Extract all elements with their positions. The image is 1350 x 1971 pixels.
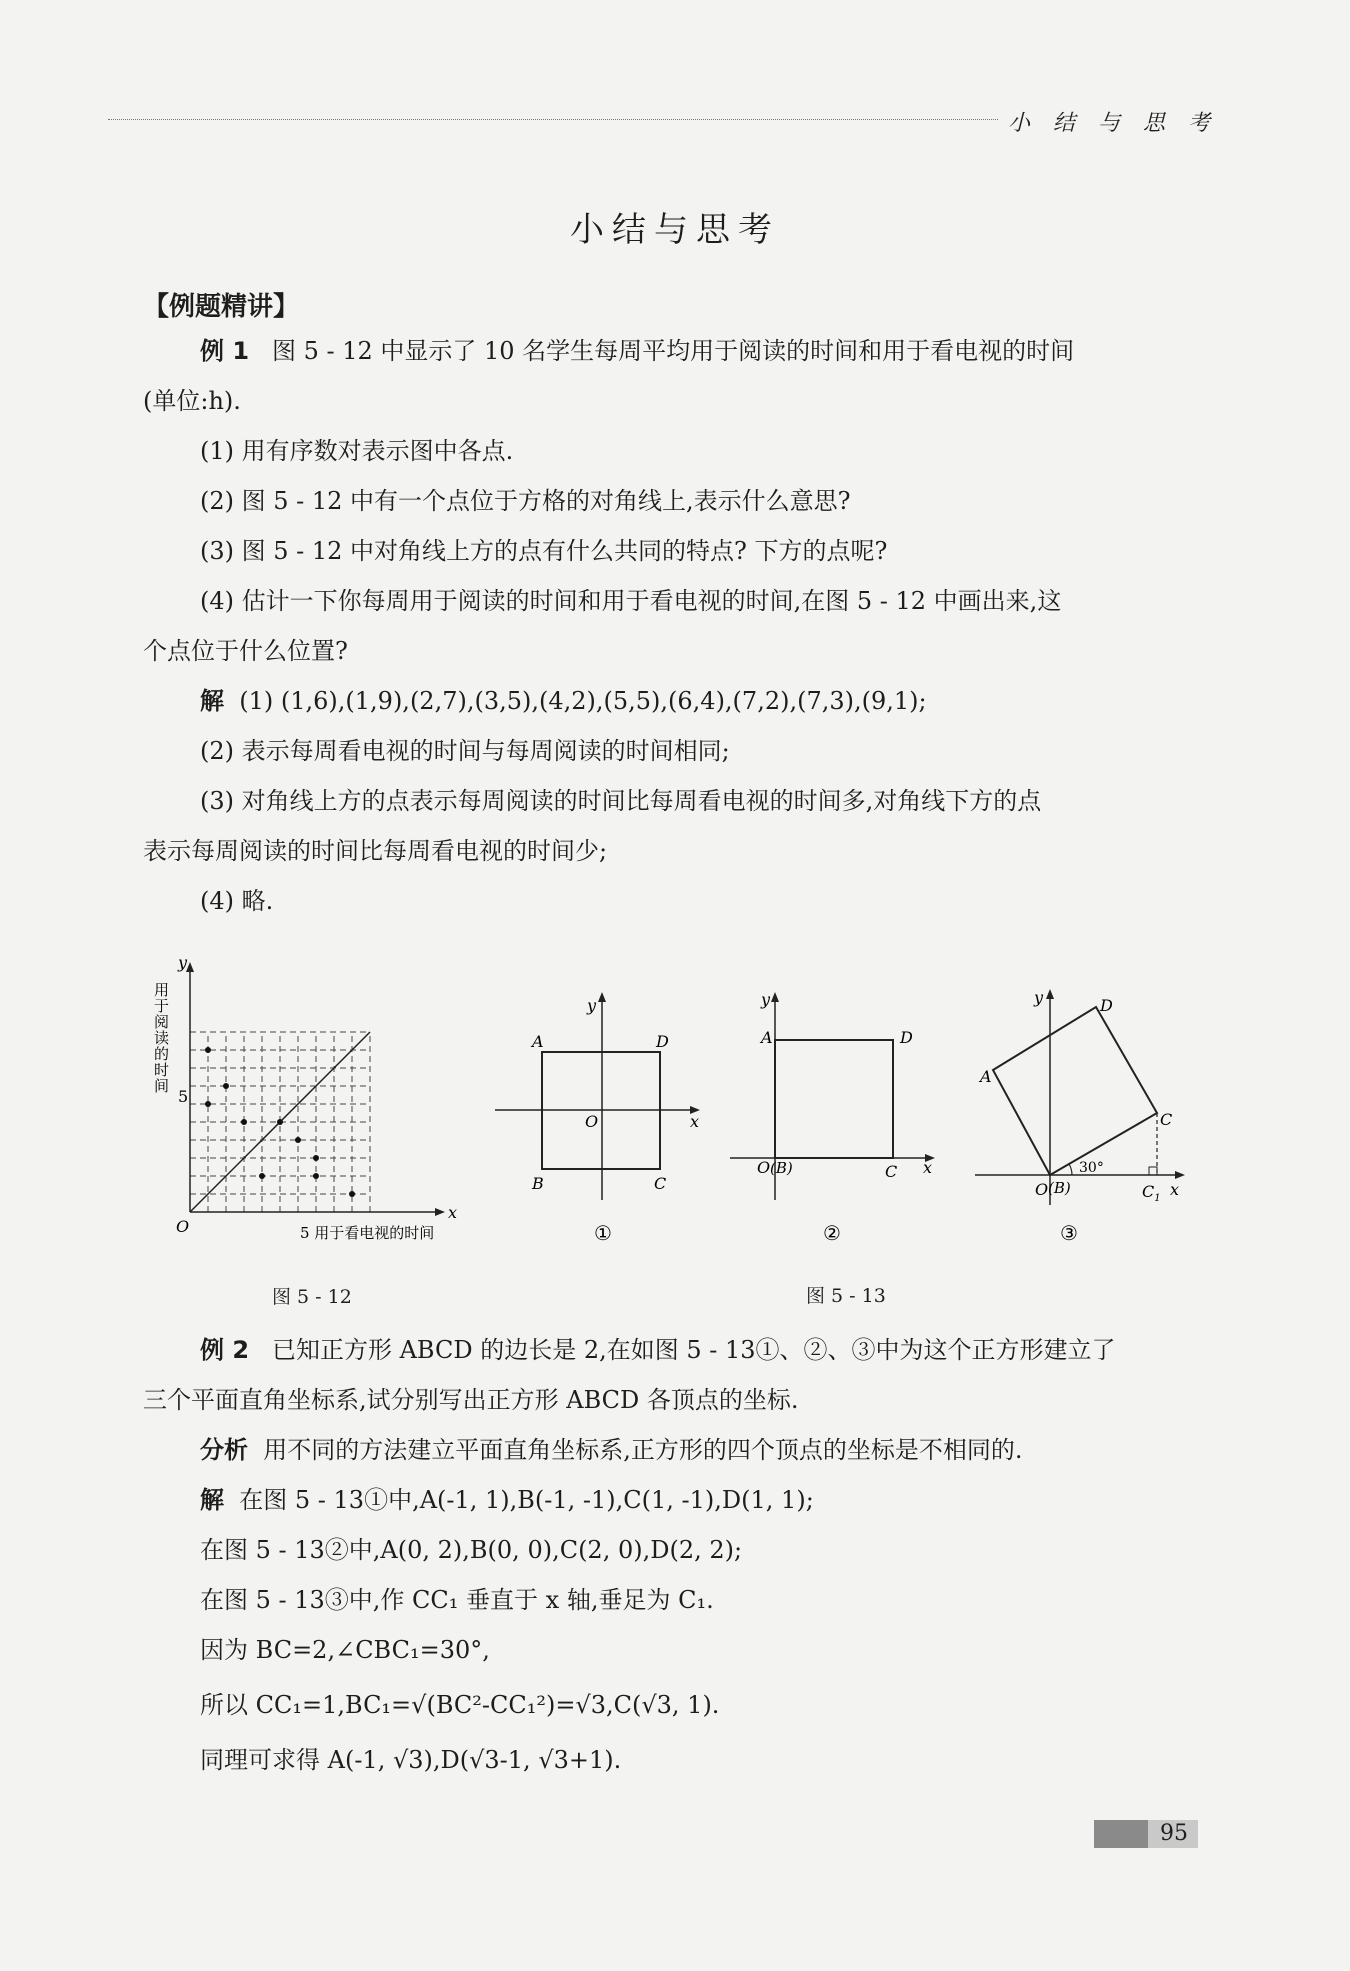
y-letter: y [761, 990, 771, 1009]
figure-5-13-caption: 图 5 - 13 [806, 1285, 886, 1307]
rotated-square-abcd [993, 1007, 1157, 1175]
example2-text-line1: 已知正方形 ABCD 的边长是 2,在如图 5 - 13①、②、③中为这个正方形建立了 [271, 1336, 1116, 1364]
y-axis-label: 用于阅读的时间 [152, 982, 170, 1094]
section-heading: 【例题精讲】 [143, 292, 300, 322]
vertex-c: C [654, 1174, 667, 1193]
example2-analysis-label: 分析 [200, 1436, 248, 1464]
vertex-a: A [532, 1032, 544, 1051]
header-rule [108, 119, 998, 120]
y-letter: y [1034, 988, 1044, 1007]
example1-line1 [200, 334, 1074, 368]
example2-label: 例 2 [200, 1336, 250, 1364]
example1-question2: (2) 图 5 - 12 中有一个点位于方格的对角线上,表示什么意思? [200, 487, 851, 515]
example1-question1: (1) 用有序数对表示图中各点. [200, 437, 514, 465]
origin-label: O [1035, 1180, 1049, 1199]
data-point [313, 1155, 319, 1161]
y-letter: y [587, 996, 597, 1015]
example2-solution-line1 [200, 1483, 814, 1517]
vertex-a: A [980, 1067, 992, 1086]
example2-solution-label: 解 [200, 1486, 224, 1514]
example2-solution3: 在图 5 - 13③中,作 CC₁ 垂直于 x 轴,垂足为 C₁. [200, 1586, 714, 1614]
angle-label: 30° [1079, 1160, 1104, 1176]
header-section-label: 小 结 与 思 考 [1008, 111, 1218, 136]
figure-5-13-2 [725, 985, 945, 1245]
x-axis-arrow [1175, 1171, 1185, 1179]
y-axis-arrow [771, 992, 779, 1002]
vertex-c: C [1160, 1110, 1173, 1129]
page-title: 小结与思考 [570, 210, 780, 250]
sub-figure-label-1: ① [594, 1221, 612, 1245]
example2-solution5: 所以 CC₁=1,BC₁=√(BC²-CC₁²)=√3,C(√3, 1). [200, 1691, 720, 1719]
figure-5-13-1 [490, 985, 710, 1245]
x-axis-letter: x [448, 1203, 458, 1222]
example2-text-line2: 三个平面直角坐标系,试分别写出正方形 ABCD 各顶点的坐标. [143, 1386, 799, 1414]
data-point [205, 1101, 211, 1107]
origin-b-label: (B) [770, 1159, 793, 1177]
example1-text-line2: (单位:h). [143, 387, 241, 415]
x-axis-arrow [435, 1208, 445, 1216]
figure-5-12-caption: 图 5 - 12 [272, 1286, 352, 1308]
example1-question3: (3) 图 5 - 12 中对角线上方的点有什么共同的特点? 下方的点呢? [200, 537, 888, 565]
example1-question4-line2: 个点位于什么位置? [143, 637, 348, 665]
vertex-d: D [900, 1028, 913, 1047]
figure-5-12 [140, 950, 480, 1260]
origin-label: O [757, 1158, 771, 1177]
example1-text-line1: 图 5 - 12 中显示了 10 名学生每周平均用于阅读的时间和用于看电视的时间 [271, 337, 1075, 365]
example1-answer2: (2) 表示每周看电视的时间与每周阅读的时间相同; [200, 737, 730, 765]
example1-question4-line1: (4) 估计一下你每周用于阅读的时间和用于看电视的时间,在图 5 - 12 中画出来,这 [200, 587, 1062, 615]
data-point [349, 1191, 355, 1197]
vertex-a: A [761, 1028, 773, 1047]
example2-solution6: 同理可求得 A(-1, √3),D(√3-1, √3+1). [200, 1746, 622, 1774]
example1-answer4: (4) 略. [200, 887, 274, 915]
vertex-d: D [656, 1032, 669, 1051]
vertex-d: D [1100, 996, 1113, 1015]
example1-solution-label: 解 [200, 687, 224, 715]
y-axis-arrow [1046, 989, 1054, 999]
vertex-b: B [532, 1174, 544, 1193]
example2-solution4: 因为 BC=2,∠CBC₁=30°, [200, 1636, 490, 1664]
y-axis-letter: y [178, 953, 188, 972]
y-tick-5: 5 [178, 1087, 189, 1106]
data-point [223, 1083, 229, 1089]
vertex-c: C [885, 1162, 898, 1181]
data-point [241, 1119, 247, 1125]
example2-line1 [200, 1333, 1116, 1367]
point-c1 [1142, 1182, 1161, 1204]
example1-answer1: (1) (1,6),(1,9),(2,7),(3,5),(4,2),(5,5),(6,4),(7,2),(7,3),(9,1); [239, 687, 927, 715]
example1-answer3-line2: 表示每周阅读的时间比每周看电视的时间少; [143, 837, 608, 865]
point-c1-letter: C [1142, 1182, 1155, 1201]
x-axis-label: 5 用于看电视的时间 [300, 1224, 435, 1242]
x-letter: x [1170, 1180, 1180, 1199]
example2-analysis-line [200, 1433, 1023, 1467]
y-axis-arrow [186, 962, 194, 972]
data-point [313, 1173, 319, 1179]
example2-analysis: 用不同的方法建立平面直角坐标系,正方形的四个顶点的坐标是不相同的. [263, 1436, 1023, 1464]
x-letter: x [923, 1158, 933, 1177]
point-c1-subscript: 1 [1154, 1193, 1161, 1204]
origin-b-label: (B) [1048, 1179, 1071, 1197]
figure-5-13-3 [960, 975, 1210, 1245]
data-point [205, 1047, 211, 1053]
example1-label: 例 1 [200, 337, 250, 365]
example1-answer3-line1: (3) 对角线上方的点表示每周阅读的时间比每周看电视的时间多,对角线下方的点 [200, 787, 1042, 815]
sub-figure-label-2: ② [823, 1221, 841, 1245]
square-abcd [775, 1040, 893, 1158]
data-point [295, 1137, 301, 1143]
origin-label: O [585, 1112, 599, 1131]
origin-label: O [176, 1217, 190, 1236]
angle-arc [1069, 1164, 1072, 1175]
example2-solution1: 在图 5 - 13①中,A(-1, 1),B(-1, -1),C(1, -1),D(1, 1); [239, 1486, 814, 1514]
y-axis-arrow [598, 992, 606, 1002]
sub-figure-label-3: ③ [1060, 1221, 1078, 1245]
data-point [259, 1173, 265, 1179]
data-point [277, 1119, 283, 1125]
page-number: 95 [1160, 1821, 1188, 1846]
example1-answer1-line [200, 684, 927, 718]
right-angle-mark [1149, 1167, 1157, 1175]
x-letter: x [690, 1112, 700, 1131]
example2-solution2: 在图 5 - 13②中,A(0, 2),B(0, 0),C(2, 0),D(2, 2); [200, 1536, 743, 1564]
